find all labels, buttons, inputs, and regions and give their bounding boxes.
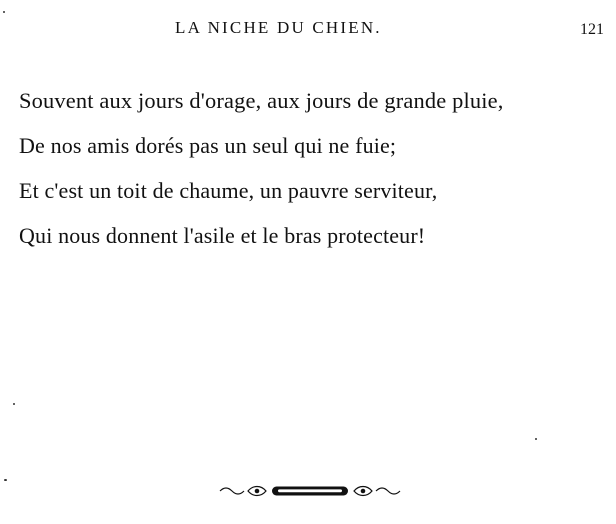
print-speck (4, 479, 7, 481)
poem-stanza (19, 78, 609, 258)
print-speck (535, 438, 537, 440)
poem-line-2: De nos amis dorés pas un seul qui ne fuie; (19, 133, 397, 158)
tailpiece-ornament-icon (218, 482, 402, 500)
poem-line-1: Souvent aux jours d'orage, aux jours de grande pluie, (19, 88, 504, 113)
poem-line-3: Et c'est un toit de chaume, un pauvre serviteur, (19, 178, 438, 203)
page-number: 121 (580, 21, 604, 38)
print-speck (13, 403, 15, 405)
print-speck (3, 11, 5, 13)
running-title: LA NICHE DU CHIEN. (175, 18, 382, 37)
poem-line-4: Qui nous donnent l'asile et le bras protecteur! (19, 223, 426, 248)
